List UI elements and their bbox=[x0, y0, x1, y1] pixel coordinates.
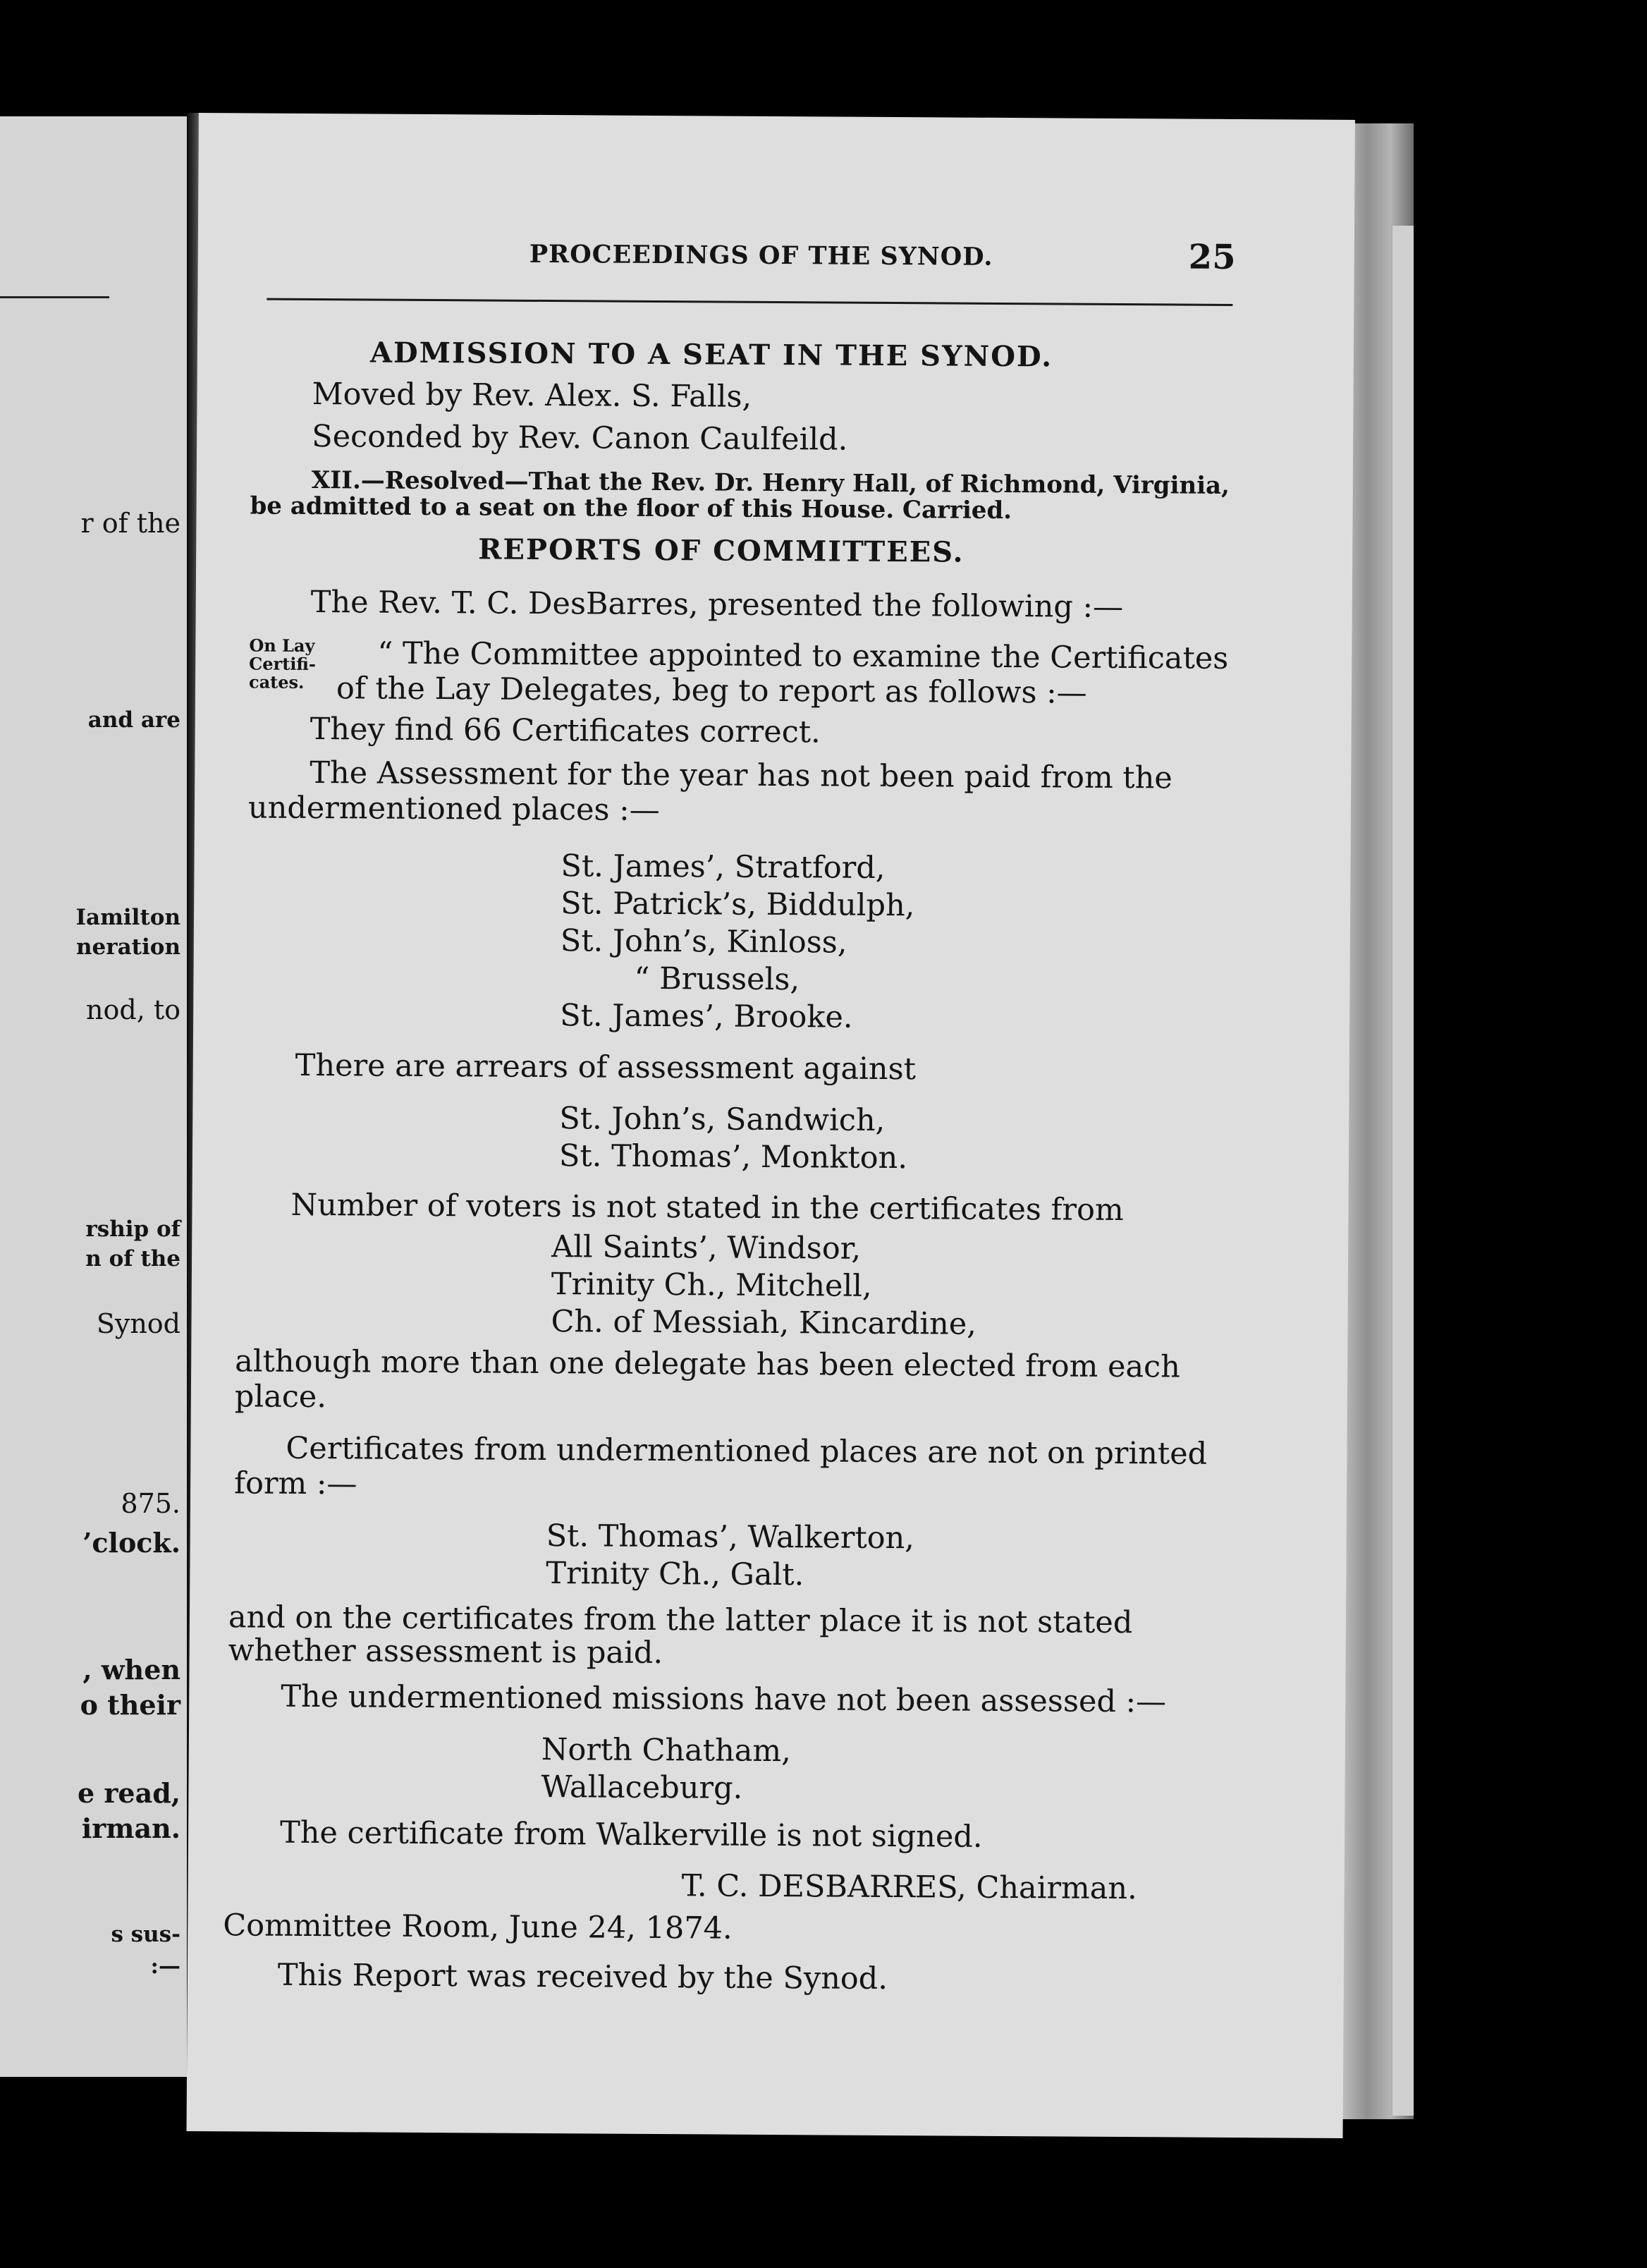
left-fragment: nod, to bbox=[86, 994, 180, 1025]
left-fragment: :— bbox=[150, 1953, 180, 1979]
margin-note-line: cates. bbox=[248, 671, 305, 693]
signature-line: T. C. DESBARRES, Chairman. bbox=[681, 1868, 1137, 1907]
report-line: Certificates from undermentioned places are not on printed bbox=[286, 1430, 1208, 1472]
left-fragment: Synod bbox=[96, 1308, 180, 1339]
left-fragment: ’clock. bbox=[82, 1527, 180, 1559]
resolution-line: XII.—Resolved—That the Rev. Dr. Henry Hall, of Richmond, Virginia, bbox=[311, 465, 1230, 500]
margin-note bbox=[249, 636, 316, 692]
moved-by-line: Moved by Rev. Alex. S. Falls, bbox=[312, 376, 752, 415]
report-line: They find 66 Certificates correct. bbox=[310, 711, 821, 750]
place-line: North Chatham, bbox=[541, 1732, 791, 1769]
place-line: “ Brussels, bbox=[634, 961, 800, 998]
report-line: and on the certificates from the latter place it is not stated bbox=[228, 1599, 1133, 1641]
place-line: St. John’s, Sandwich, bbox=[559, 1101, 886, 1138]
left-fragment: o their bbox=[80, 1689, 180, 1721]
header-rule bbox=[267, 298, 1232, 306]
place-line: Ch. of Messiah, Kincardine, bbox=[551, 1304, 977, 1342]
report-line: The Rev. T. C. DesBarres, presented the following :— bbox=[310, 584, 1124, 626]
left-fragment: n of the bbox=[85, 1246, 180, 1272]
left-fragment: 875. bbox=[121, 1488, 180, 1519]
report-line: place. bbox=[234, 1379, 327, 1415]
date-line: Committee Room, June 24, 1874. bbox=[223, 1908, 733, 1946]
report-line: form :— bbox=[233, 1465, 357, 1502]
left-fragment: Iamilton bbox=[75, 905, 180, 930]
report-line: The undermentioned missions have not been assessed :— bbox=[281, 1678, 1167, 1720]
report-line: undermentioned places :— bbox=[247, 790, 660, 829]
seconded-by-line: Seconded by Rev. Canon Caulfeild. bbox=[312, 418, 848, 458]
place-line: St. Thomas’, Monkton. bbox=[558, 1138, 908, 1176]
running-head: PROCEEDINGS OF THE SYNOD. bbox=[529, 239, 993, 272]
left-page-rule bbox=[0, 296, 109, 298]
report-line: of the Lay Delegates, beg to report as follows :— bbox=[336, 671, 1087, 711]
report-line: “ The Committee appointed to examine the Certificates bbox=[377, 635, 1229, 676]
margin-note-line: On Lay bbox=[249, 635, 315, 657]
place-line: St. Thomas’, Walkerton, bbox=[546, 1518, 915, 1556]
left-fragment: irman. bbox=[81, 1812, 180, 1844]
report-line: Number of voters is not stated in the certificates from bbox=[290, 1187, 1124, 1228]
left-fragment: rship of bbox=[85, 1217, 180, 1242]
left-fragment: , when bbox=[82, 1654, 180, 1685]
place-line: All Saints’, Windsor, bbox=[551, 1229, 862, 1267]
place-line: Wallaceburg. bbox=[541, 1769, 743, 1806]
margin-note-line: Certifi- bbox=[249, 653, 316, 675]
place-line: St. James’, Brooke. bbox=[560, 998, 853, 1035]
left-fragment: s sus- bbox=[111, 1922, 180, 1947]
section-heading-admission: ADMISSION TO A SEAT IN THE SYNOD. bbox=[369, 336, 1053, 374]
left-fragment: r of the bbox=[80, 508, 180, 539]
place-line: St. James’, Stratford, bbox=[561, 848, 886, 886]
section-heading-reports: REPORTS OF COMMITTEES. bbox=[478, 532, 965, 569]
report-line: The Assessment for the year has not been paid from the bbox=[310, 755, 1173, 796]
place-line: St. John’s, Kinloss, bbox=[560, 923, 847, 961]
main-page bbox=[187, 113, 1355, 2138]
left-fragment: neration bbox=[76, 934, 180, 960]
place-line: St. Patrick’s, Biddulph, bbox=[561, 886, 915, 924]
report-line: although more than one delegate has been elected from each bbox=[235, 1343, 1181, 1385]
place-line: Trinity Ch., Galt. bbox=[546, 1556, 804, 1593]
resolution-line: be admitted to a seat on the floor of this House. Carried. bbox=[250, 492, 1012, 525]
page-edge-highlight bbox=[1392, 226, 1414, 2116]
left-fragment: and are bbox=[87, 707, 180, 733]
page-number: 25 bbox=[1188, 237, 1236, 277]
report-line: There are arrears of assessment against bbox=[295, 1047, 917, 1087]
place-line: Trinity Ch., Mitchell, bbox=[551, 1267, 872, 1304]
report-line: This Report was received by the Synod. bbox=[277, 1957, 888, 1997]
left-page-fragment bbox=[0, 116, 190, 2077]
report-line: The certificate from Walkerville is not signed. bbox=[279, 1815, 983, 1855]
report-line: whether assessment is paid. bbox=[228, 1633, 663, 1671]
left-fragment: e read, bbox=[77, 1777, 180, 1809]
